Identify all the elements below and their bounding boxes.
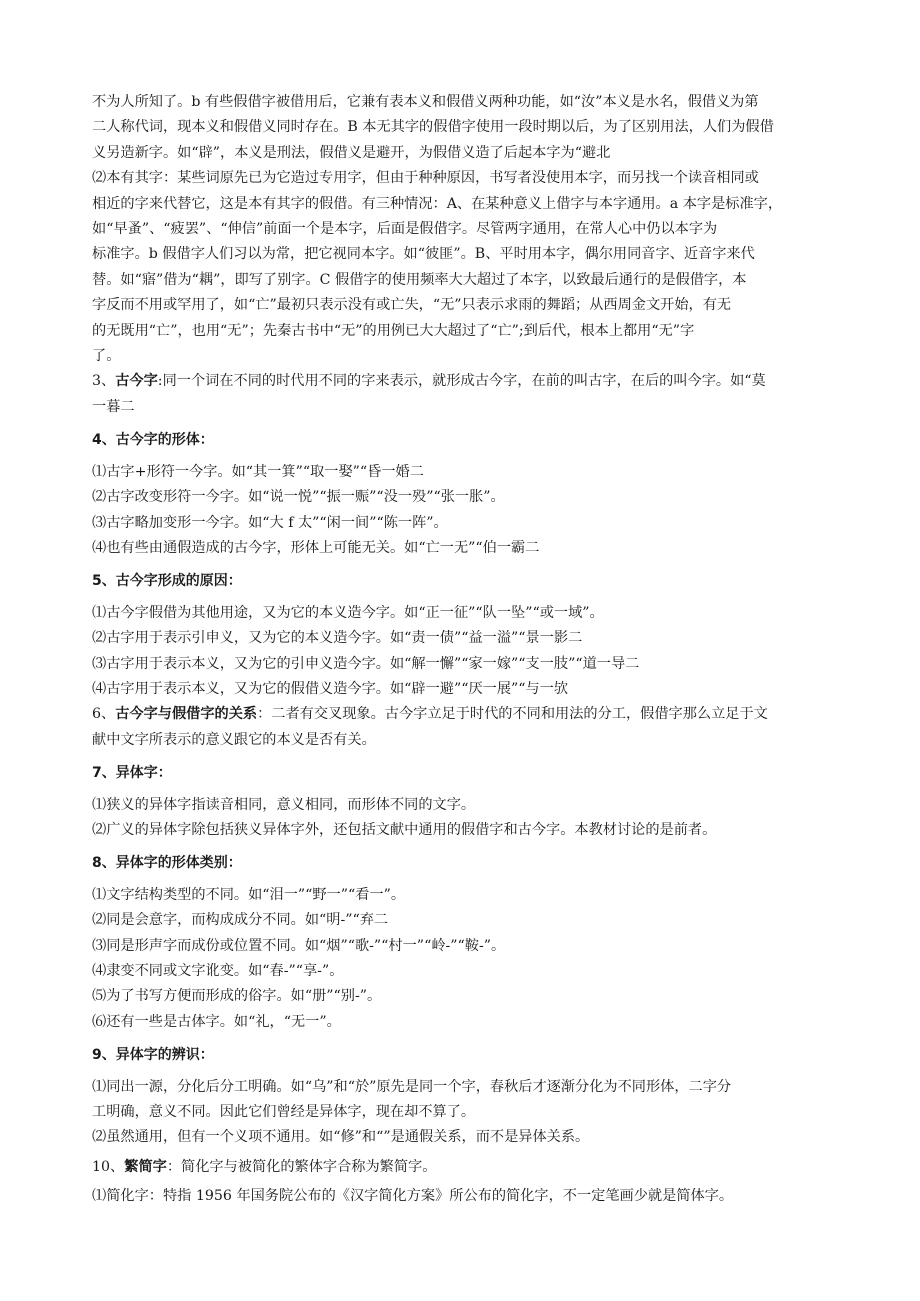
list-item: ⑸为了书写方便而形成的俗字。如“册”“别-”。	[92, 988, 382, 1005]
list-item: ⑵古字用于表示引申义，又为它的本义造今字。如“责一债”“益一溢”“景一影二	[92, 630, 583, 647]
text-line: ：二者有交叉现象。古今字立足于时代的不同和用法的分工，假借字那么立足于文	[257, 706, 768, 723]
list-item: ⑴古字+形符一今字。如“其一箕”“取一娶”“昏一婚二	[92, 463, 424, 480]
list-item: ⑵虽然通用，但有一个义项不通用。如“修”和“”是通假关系，而不是异体关系。	[92, 1129, 590, 1146]
text-line: 字反而不用或罕用了，如“亡”最初只表示没有或亡失，“无”只表示求雨的舞蹈；从西周金文开始，有无	[92, 297, 732, 314]
section-9-title: 9、异体字的辨识：	[92, 1047, 214, 1064]
section-6-title: 古今字与假借字的关系	[115, 706, 258, 723]
section-5-title: 5、古今字形成的原因：	[92, 573, 242, 590]
section-10-list	[92, 1184, 832, 1209]
section-9-list	[92, 1075, 832, 1151]
section-10-prefix: 10、	[92, 1158, 125, 1175]
list-item: ⑴文字结构类型的不同。如“泪一”“野一”“看一”。	[92, 886, 406, 903]
text-line: 二人称代词，现本义和假借义同时存在。B 本无其字的假借字使用一段时期以后，为了区别用法，人们为假借	[92, 119, 774, 136]
section-4-title: 4、古今字的形体：	[92, 432, 214, 449]
list-item: ⑹还有一些是古体字。如“礼，“无一”。	[92, 1013, 341, 1030]
section-3-line	[92, 369, 832, 394]
list-item: ⑵同是会意字，而构成成分不同。如“明-”“弃二	[92, 912, 389, 929]
section-6-prefix: 6、	[92, 706, 116, 723]
list-item: ⑵广义的异体字除包括狭义异体字外，还包括文献中通用的假借字和古今字。本教材讨论的是前者。	[92, 821, 717, 838]
text-line: 了。	[92, 348, 121, 365]
text-line: 相近的字来代替它，这是本有其字的假借。有三种情况：A、在某种意义上借字与本字通用。a 本字是标准字，	[92, 195, 783, 212]
section-8-heading	[92, 851, 832, 876]
paragraph-ben-you-qi-zi	[92, 166, 832, 369]
list-item: ⑷古字用于表示本义，又为它的假借义造今字。如“辟一避”“厌一展”“与一欤	[92, 680, 569, 697]
section-3-title: 古今字	[115, 373, 158, 390]
list-item: 工明确，意义不同。因此它们曾经是异体字，现在却不算了。	[92, 1104, 476, 1121]
section-6-relation	[92, 702, 832, 753]
section-10-line	[92, 1155, 832, 1180]
text-line: ：简化字与被简化的繁体字合称为繁简字。	[166, 1158, 437, 1175]
section-5-heading	[92, 569, 832, 594]
list-item: ⑶同是形声字而成份或位置不同。如“烟”“歌-”“村一”“岭-”“鞍-”。	[92, 937, 506, 954]
section-5-list	[92, 601, 832, 703]
list-item: ⑴狭义的异体字指读音相同，意义相同，而形体不同的文字。	[92, 796, 476, 813]
text-line: 标准字。b 假借字人们习以为常，把它视同本字。如“彼匪”。B、平时用本字，偶尔用同音字、近音字来代	[92, 246, 755, 263]
list-item: ⑶古字略加变形一今字。如“大 f 太”“闲一间”“陈一阵”。	[92, 514, 448, 531]
section-4-list	[92, 460, 832, 562]
intro-paragraph	[92, 90, 832, 166]
list-item: ⑷隶变不同或文字讹变。如“春-”“享-”。	[92, 963, 344, 979]
section-6-line	[92, 702, 832, 727]
list-item: ⑷也有些由通假造成的古今字，形体上可能无关。如“亡一无”“伯一霸二	[92, 539, 540, 556]
text-line: 替。如“寤”借为“耦”，即写了别字。C 假借字的使用频率大大超过了本字，以致最后通行的是假借字，本	[92, 271, 747, 288]
section-9-heading	[92, 1043, 832, 1068]
text-line: ⑵本有其字：某些词原先已为它造过专用字，但由于种种原因，书写者没使用本字，而另找一个读音相同或	[92, 170, 759, 187]
section-4-heading	[92, 428, 832, 453]
section-7-heading	[92, 761, 832, 786]
section-8-list	[92, 883, 832, 1035]
section-3-prefix: 3、	[92, 373, 116, 390]
text-line: :同一个词在不同的时代用不同的字来表示，就形成古今字，在前的叫古字，在后的叫今字。如“莫	[157, 373, 766, 390]
section-10-fan-jian-zi	[92, 1155, 832, 1180]
list-item: ⑴古今字假借为其他用途，又为它的本义造今字。如“正一征”“队一坠”“或一域”。	[92, 604, 604, 621]
section-10-title: 繁简字	[124, 1158, 167, 1175]
list-item: ⑴同出一源，分化后分工明确。如“乌”和“於”原先是同一个字，春秋后才逐渐分化为不同形体，二字分	[92, 1078, 732, 1095]
text-line: 献中文字所表示的意义跟它的本义是否有关。	[92, 731, 376, 748]
section-7-title: 7、异体字：	[92, 765, 172, 782]
text-line: 义另造新字。如“辟”，本义是刑法，假借义是避开，为假借义造了后起本字为“避北	[92, 144, 611, 161]
text-line: 不为人所知了。b 有些假借字被借用后，它兼有表本义和假借义两种功能，如“汝”本义是水名，假借义为第	[92, 94, 759, 110]
section-8-title: 8、异体字的形体类别：	[92, 855, 242, 872]
list-item: ⑴简化字：特指 1956 年国务院公布的《汉字简化方案》所公布的简化字，不一定笔画少就是简体字。	[92, 1188, 734, 1205]
text-line: 的无既用“亡”，也用“无”；先秦古书中“无”的用例已大大超过了“亡”;到后代，根本上都用“无”字	[92, 322, 695, 339]
list-item: ⑶古字用于表示本义，又为它的引申义造今字。如“解一懈”“家一嫁”“支一肢”“道一导二	[92, 655, 640, 672]
text-line: 如“早蚤”、“疲罢”、“伸信”前面一个是本字，后面是假借字。尽管两字通用，在常人心中仍以本字为	[92, 221, 718, 238]
list-item: ⑵古字改变形符一今字。如“说一悦”“振一赈”“没一殁”“张一胀”。	[92, 489, 505, 506]
text-line: 一暮二	[92, 398, 135, 415]
section-3-gu-jin-zi	[92, 369, 832, 420]
section-7-list	[92, 793, 832, 844]
